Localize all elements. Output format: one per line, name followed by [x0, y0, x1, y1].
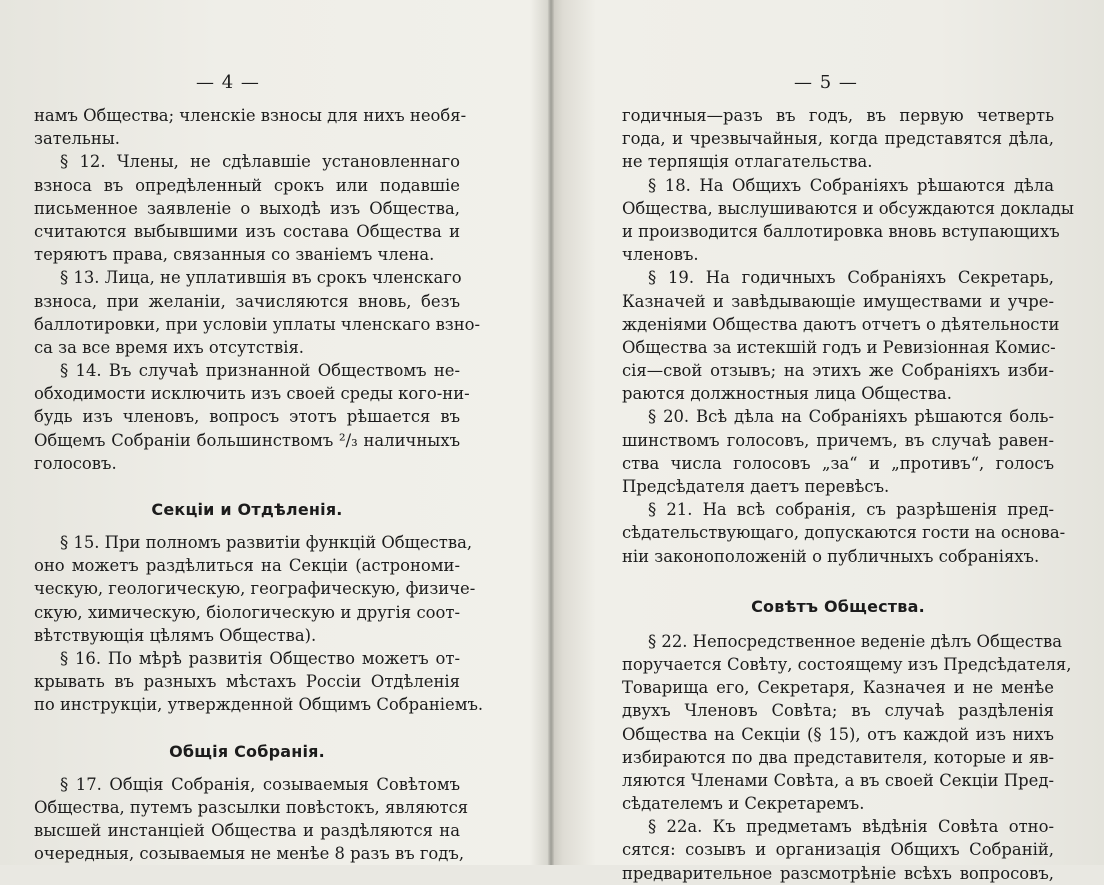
text-line: оно можетъ раздѣлиться на Секціи (астрономи- [34, 556, 460, 576]
text-line: § 16. По мѣрѣ развитія Общество можетъ от- [60, 648, 460, 668]
text-line: считаются выбывшими изъ состава Общества и [34, 221, 460, 241]
text-line: сѣдательствующаго, допускаются гости на основа- [622, 523, 1066, 543]
book-gutter [548, 0, 554, 865]
text-line: сія—свой отзывъ; на этихъ же Собраніяхъ изби- [622, 361, 1054, 381]
text-line: избираются по два представителя, которые и яв- [622, 747, 1054, 767]
text-line: зательны. [34, 129, 120, 149]
text-line: § 14. Въ случаѣ признанной Обществомъ не- [60, 361, 460, 381]
text-line: намъ Общества; членскіе взносы для нихъ необя- [34, 106, 467, 125]
text-line: Общества, путемъ разсылки повѣстокъ, являются [34, 797, 469, 817]
page-number: — 4 — [196, 72, 260, 93]
text-line: ства числа голосовъ „за“ и „противъ“, голосъ [622, 453, 1054, 473]
text-line: и производится баллотировка вновь вступающихъ [622, 221, 1060, 241]
text-line: предварительное разсмотрѣніе всѣхъ вопросовъ, [622, 863, 1054, 883]
text-line: Товарища его, Секретаря, Казначея и не менѣе [622, 678, 1054, 698]
text-line: § 21. На всѣ собранія, съ разрѣшенія пред- [648, 500, 1054, 520]
text-line: будь изъ членовъ, вопросъ этотъ рѣшается въ [34, 407, 460, 427]
section-heading: Общія Собранія. [169, 741, 325, 761]
text-line: взноса, при желаніи, зачисляются вновь, безъ [34, 291, 460, 311]
text-line: сятся: созывъ и организація Общихъ Собраній, [622, 840, 1054, 860]
section-heading: Совѣтъ Общества. [751, 596, 925, 616]
text-line: письменное заявленіе о выходѣ изъ Общества, [34, 198, 460, 218]
text-line: скую, химическую, біологическую и другія соот- [34, 602, 460, 622]
text-line: по инструкціи, утвержденной Общимъ Собраніемъ. [34, 695, 484, 715]
section-heading: Секціи и Отдѣленія. [151, 500, 343, 519]
text-line: § 13. Лица, не уплатившія въ срокъ членскаго [60, 268, 462, 288]
text-line: не терпящія отлагательства. [622, 152, 873, 172]
text-line: Общества на Секціи (§ 15), отъ каждой изъ нихъ [622, 724, 1054, 744]
text-line: ніи законоположеній о публичныхъ собраніяхъ. [622, 546, 1040, 566]
text-line: § 22. Непосредственное веденіе дѣлъ Общества [648, 631, 1063, 651]
text-line: § 17. Общія Собранія, созываемыя Совѣтомъ [60, 774, 460, 794]
text-line: голосовъ. [34, 453, 117, 473]
text-line: вѣтствующія цѣлямъ Общества). [34, 625, 317, 645]
right-page-text [622, 104, 1074, 885]
text-line: Общества, выслушиваются и обсуждаются доклады [622, 198, 1074, 218]
page-number: — 5 — [794, 72, 858, 93]
text-line: § 12. Члены, не сдѣлавшіе установленнаго [60, 152, 460, 172]
text-line: Общемъ Собраніи большинствомъ ²/₃ наличныхъ [34, 430, 460, 450]
text-line: Предсѣдателя даетъ перевѣсъ. [622, 477, 890, 496]
text-line: обходимости исключить изъ своей среды кого-ни- [34, 384, 470, 404]
left-page [0, 0, 548, 865]
text-line: крывать въ разныхъ мѣстахъ Россіи Отдѣленія [34, 672, 460, 692]
text-line: § 22а. Къ предметамъ вѣдѣнія Совѣта отно- [648, 817, 1054, 837]
text-line: высшей инстанціей Общества и раздѣляются на [34, 820, 460, 840]
text-line: годичныя—разъ въ годъ, въ первую четверть [622, 106, 1054, 125]
text-line: сѣдателемъ и Секретаремъ. [622, 794, 865, 814]
left-page-text [34, 104, 484, 865]
text-line: года, и чрезвычайныя, когда представятся дѣла, [622, 129, 1054, 149]
text-line: § 18. На Общихъ Собраніяхъ рѣшаются дѣла [648, 175, 1054, 195]
text-line: § 19. На годичныхъ Собраніяхъ Секретарь, [648, 268, 1054, 288]
text-line: Казначей и завѣдывающіе имуществами и учре- [622, 291, 1054, 311]
text-line: § 20. Всѣ дѣла на Собраніяхъ рѣшаются боль- [648, 407, 1054, 427]
text-line: двухъ Членовъ Совѣта; въ случаѣ раздѣленія [622, 701, 1054, 721]
text-line: очередныя, созываемыя не менѣе 8 разъ въ годъ, [34, 844, 465, 864]
text-line: жденіями Общества даютъ отчетъ о дѣятельности [622, 314, 1060, 334]
text-line: поручается Совѣту, состоящему изъ Предсѣдателя, [622, 654, 1072, 674]
text-line: Общества за истекшій годъ и Ревизіонная Комис- [622, 337, 1056, 357]
text-line: теряютъ права, связанныя со званіемъ члена. [34, 245, 435, 265]
text-line: взноса въ опредѣленный срокъ или подавшіе [34, 175, 460, 195]
text-line: са за все время ихъ отсутствія. [34, 337, 305, 357]
text-line: ляются Членами Совѣта, а въ своей Секціи Пред- [622, 770, 1054, 790]
text-line: баллотировки, при условіи уплаты членскаго взно- [34, 314, 481, 334]
text-line: ческую, геологическую, географическую, физиче- [34, 579, 476, 599]
text-line: членовъ. [622, 245, 699, 265]
text-line: шинствомъ голосовъ, причемъ, въ случаѣ равен- [622, 430, 1054, 450]
text-line: раются должностныя лица Общества. [622, 384, 952, 404]
right-page [556, 0, 1104, 883]
text-line: § 15. При полномъ развитіи функцій Общества, [60, 533, 473, 552]
